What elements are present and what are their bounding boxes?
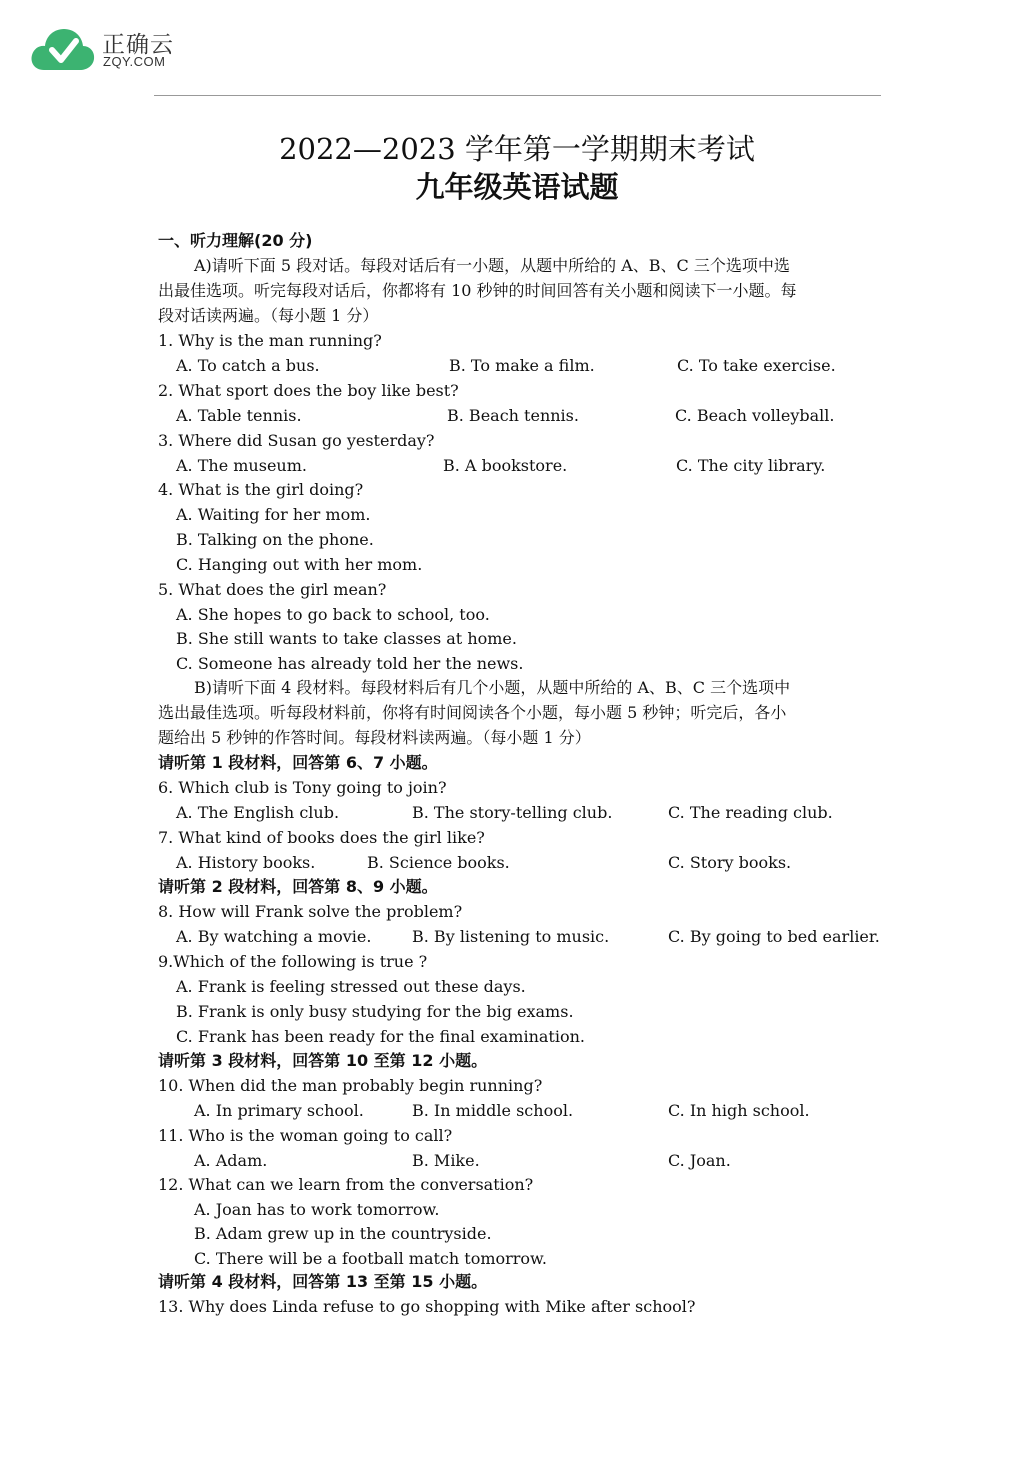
option-c: C. By going to bed earlier. [668, 927, 880, 946]
option-b: B. By listening to music. [412, 927, 610, 946]
part-a-instruction-3: 段对话读两遍。（每小题 1 分） [158, 306, 379, 325]
section-heading: 一、听力理解(20 分) [158, 231, 313, 250]
question-stem: 6. Which club is Tony going to join? [158, 778, 447, 797]
option-b: B. The story-telling club. [412, 803, 613, 822]
option-a: A. The English club. [176, 803, 340, 822]
question-stem: 10. When did the man probably begin running? [158, 1076, 543, 1095]
option-b: B. In middle school. [412, 1101, 574, 1120]
material-label: 请听第 3 段材料，回答第 10 至第 12 小题。 [158, 1051, 488, 1070]
question-stem: 1. Why is the man running? [158, 331, 382, 350]
question-stem: 11. Who is the woman going to call? [158, 1126, 453, 1145]
question-stem: 8. How will Frank solve the problem? [158, 902, 463, 921]
option-b: B. Science books. [367, 853, 510, 872]
option-b: B. To make a film. [449, 356, 595, 375]
option-a: A. To catch a bus. [176, 356, 320, 375]
material-label: 请听第 4 段材料，回答第 13 至第 15 小题。 [158, 1272, 488, 1291]
option-c: C. Joan. [668, 1151, 731, 1170]
option-b: B. A bookstore. [443, 456, 568, 475]
cloud-check-icon [30, 24, 96, 74]
part-b-instruction-2: 选出最佳选项。听每段材料前，你将有时间阅读各个小题，每小题 5 秒钟；听完后，各小 [158, 703, 787, 722]
option-c: C. In high school. [668, 1101, 810, 1120]
option-c: C. Frank has been ready for the final examination. [176, 1027, 585, 1046]
option-a: A. The museum. [176, 456, 307, 475]
option-a: A. Waiting for her mom. [176, 505, 371, 524]
option-c: C. The reading club. [668, 803, 833, 822]
question-stem: 4. What is the girl doing? [158, 480, 364, 499]
option-b: B. Frank is only busy studying for the big exams. [176, 1002, 574, 1021]
option-a: A. Table tennis. [176, 406, 302, 425]
question-stem: 13. Why does Linda refuse to go shopping with Mike after school? [158, 1297, 696, 1316]
question-stem: 5. What does the girl mean? [158, 580, 387, 599]
option-b: B. Mike. [412, 1151, 480, 1170]
option-a: A. By watching a movie. [176, 927, 372, 946]
question-stem: 2. What sport does the boy like best? [158, 381, 459, 400]
option-c: C. There will be a football match tomorrow. [194, 1249, 547, 1268]
question-stem: 3. Where did Susan go yesterday? [158, 431, 435, 450]
question-stem: 12. What can we learn from the conversation? [158, 1175, 534, 1194]
option-a: A. In primary school. [194, 1101, 364, 1120]
part-a-instruction-2: 出最佳选项。听完每段对话后，你都将有 10 秒钟的时间回答有关小题和阅读下一小题。每 [158, 281, 797, 300]
option-a: A. Joan has to work tomorrow. [194, 1200, 440, 1219]
brand-name: 正确云 [102, 32, 174, 58]
brand-logo [30, 22, 180, 76]
header-divider [154, 95, 881, 96]
part-b-instruction-3: 题给出 5 秒钟的作答时间。每段材料读两遍。（每小题 1 分） [158, 728, 591, 747]
question-stem: 9.Which of the following is true ? [158, 952, 428, 971]
option-a: A. Adam. [194, 1151, 268, 1170]
option-b: B. She still wants to take classes at home. [176, 629, 517, 648]
option-c: C. The city library. [676, 456, 826, 475]
option-a: A. She hopes to go back to school, too. [176, 605, 490, 624]
option-a: A. History books. [176, 853, 316, 872]
question-stem: 7. What kind of books does the girl like? [158, 828, 485, 847]
option-c: C. Story books. [668, 853, 792, 872]
option-b: B. Adam grew up in the countryside. [194, 1224, 492, 1243]
option-c: C. Beach volleyball. [675, 406, 835, 425]
option-a: A. Frank is feeling stressed out these days. [176, 977, 526, 996]
exam-title: 2022—2023 学年第一学期期末考试 [279, 132, 755, 166]
exam-subtitle: 九年级英语试题 [415, 170, 619, 204]
part-b-instruction-1: B)请听下面 4 段材料。每段材料后有几个小题，从题中所给的 A、B、C 三个选项中 [194, 678, 791, 697]
option-b: B. Talking on the phone. [176, 530, 374, 549]
option-c: C. Hanging out with her mom. [176, 555, 423, 574]
material-label: 请听第 1 段材料，回答第 6、7 小题。 [158, 753, 438, 772]
part-a-instruction-1: A)请听下面 5 段对话。每段对话后有一小题，从题中所给的 A、B、C 三个选项中选 [194, 256, 790, 275]
option-b: B. Beach tennis. [447, 406, 579, 425]
option-c: C. Someone has already told her the news. [176, 654, 524, 673]
material-label: 请听第 2 段材料，回答第 8、9 小题。 [158, 877, 438, 896]
option-c: C. To take exercise. [677, 356, 836, 375]
brand-domain: ZQY.COM [103, 54, 166, 69]
